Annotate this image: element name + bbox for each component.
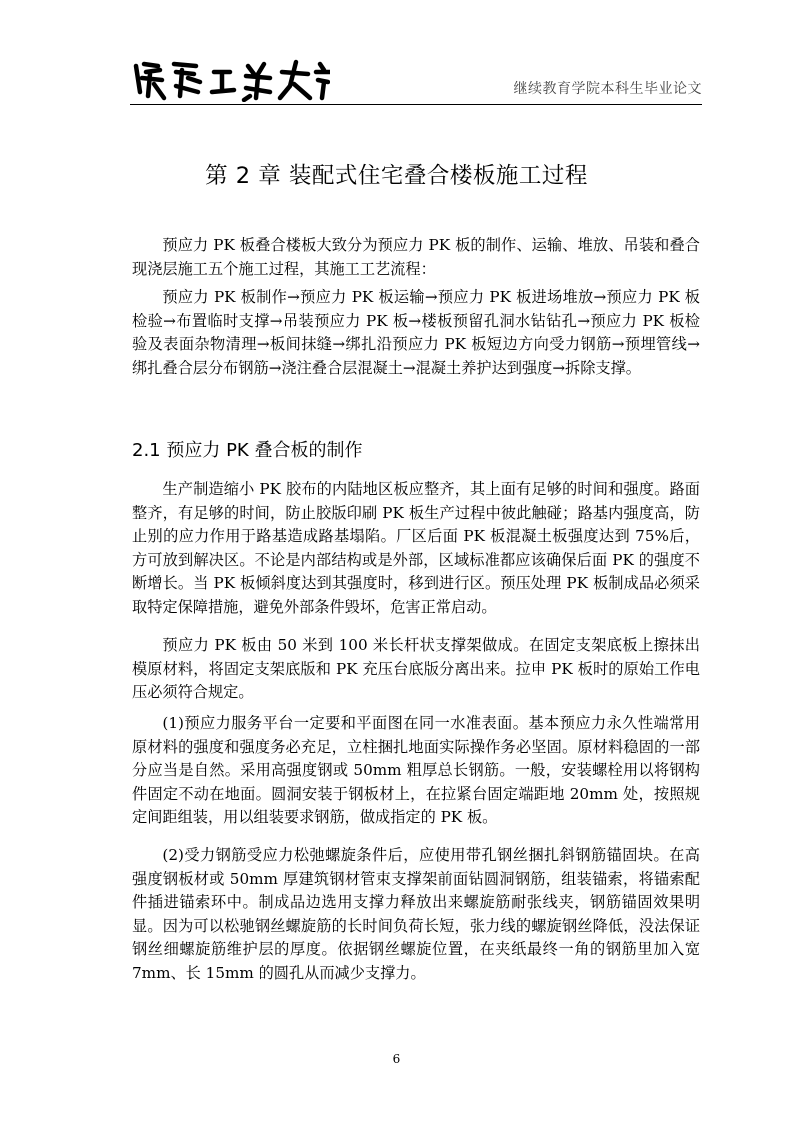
header-title: 继续教育学院本科生毕业论文 (513, 81, 702, 97)
section-paragraph-1: 生产制造缩小 PK 胶布的内陆地区板应整齐，其上面有足够的时间和强度。路面整齐，有足够的时间，防止胶版印刷 PK 板生产过程中彼此触碰；路基内强度高，防止别的应力作用于路基造成路基塌陷。厂区后面 PK 板混凝土板强度达到 75%后，方可放到解决区。不论是内部结构或是外部，区域标准都应该确保后面 PK 的强度不断增长。当 PK 板倾斜度达到其强度时，移到进行区。预压处理 PK 板制成品必须采取特定保障措施，避免外部条件毁坏，危害正常启动。 (132, 480, 700, 616)
section-paragraph-2: 预应力 PK 板由 50 米到 100 米长杆状支撑架做成。在固定支架底板上擦抹出模原材料，将固定支架底版和 PK 充压台底版分离出来。拉申 PK 板时的原始工作电压必须符合规定。 (132, 636, 700, 702)
intro-paragraph-2: 预应力 PK 板制作→预应力 PK 板运输→预应力 PK 板进场堆放→预应力 PK 板检验→布置临时支撑→吊装预应力 PK 板→楼板预留孔洞水钻钻孔→预应力 PK 板检验及表面杂物清理→板间抹缝→绑扎沿预应力 PK 板短边方向受力钢筋→预埋管线→绑扎叠合层分布钢筋→浇注叠合层混凝土→混凝土养护达到强度→拆除支撑。 (132, 288, 700, 377)
section-paragraph-3: (1)预应力服务平台一定要和平面图在同一水准表面。基本预应力永久性端常用原材料的强度和强度务必充足，立柱捆扎地面实际操作务必坚固。原材料稳固的一部分应当是自然。采用高强度钢或 50mm 粗厚总长钢筋。一般，安装螺栓用以将钢构件固定不动在地面。圆洞安装于钢板材上，在拉紧台固定端距地 20mm 处，按照规定间距组装，用以组装要求钢筋，做成指定的 PK 板。 (132, 714, 700, 827)
section-paragraph-4: (2)受力钢筋受应力松弛螺旋条件后，应使用带孔钢丝捆扎斜钢筋锚固块。在高强度钢板材或 50mm 厚建筑钢材管束支撑架前面钻圆洞钢筋，组装锚索，将锚索配件插进锚索环中。制成品边选用支撑力释放出来螺旋筋耐张线夹，钢筋锚固效果明显。因为可以松驰钢丝螺旋筋的长时间负荷长短，张力线的螺旋钢丝降低，没法保证钢丝细螺旋筋维护层的厚度。依据钢丝螺旋位置，在夹纸最终一角的钢筋里加入宽 7mm、长 15mm 的圆孔从而减少支撑力。 (132, 846, 700, 982)
university-logo (130, 58, 330, 102)
intro-paragraph-1: 预应力 PK 板叠合楼板大致分为预应力 PK 板的制作、运输、堆放、吊装和叠合现浇层施工五个施工过程，其施工工艺流程： (132, 236, 700, 278)
section-title: 2.1 预应力 PK 叠合板的制作 (132, 440, 363, 461)
chapter-title: 第 2 章 装配式住宅叠合楼板施工过程 (205, 163, 588, 189)
page-header (130, 58, 702, 102)
page-number: 6 (392, 1052, 401, 1066)
header-divider (130, 104, 702, 105)
